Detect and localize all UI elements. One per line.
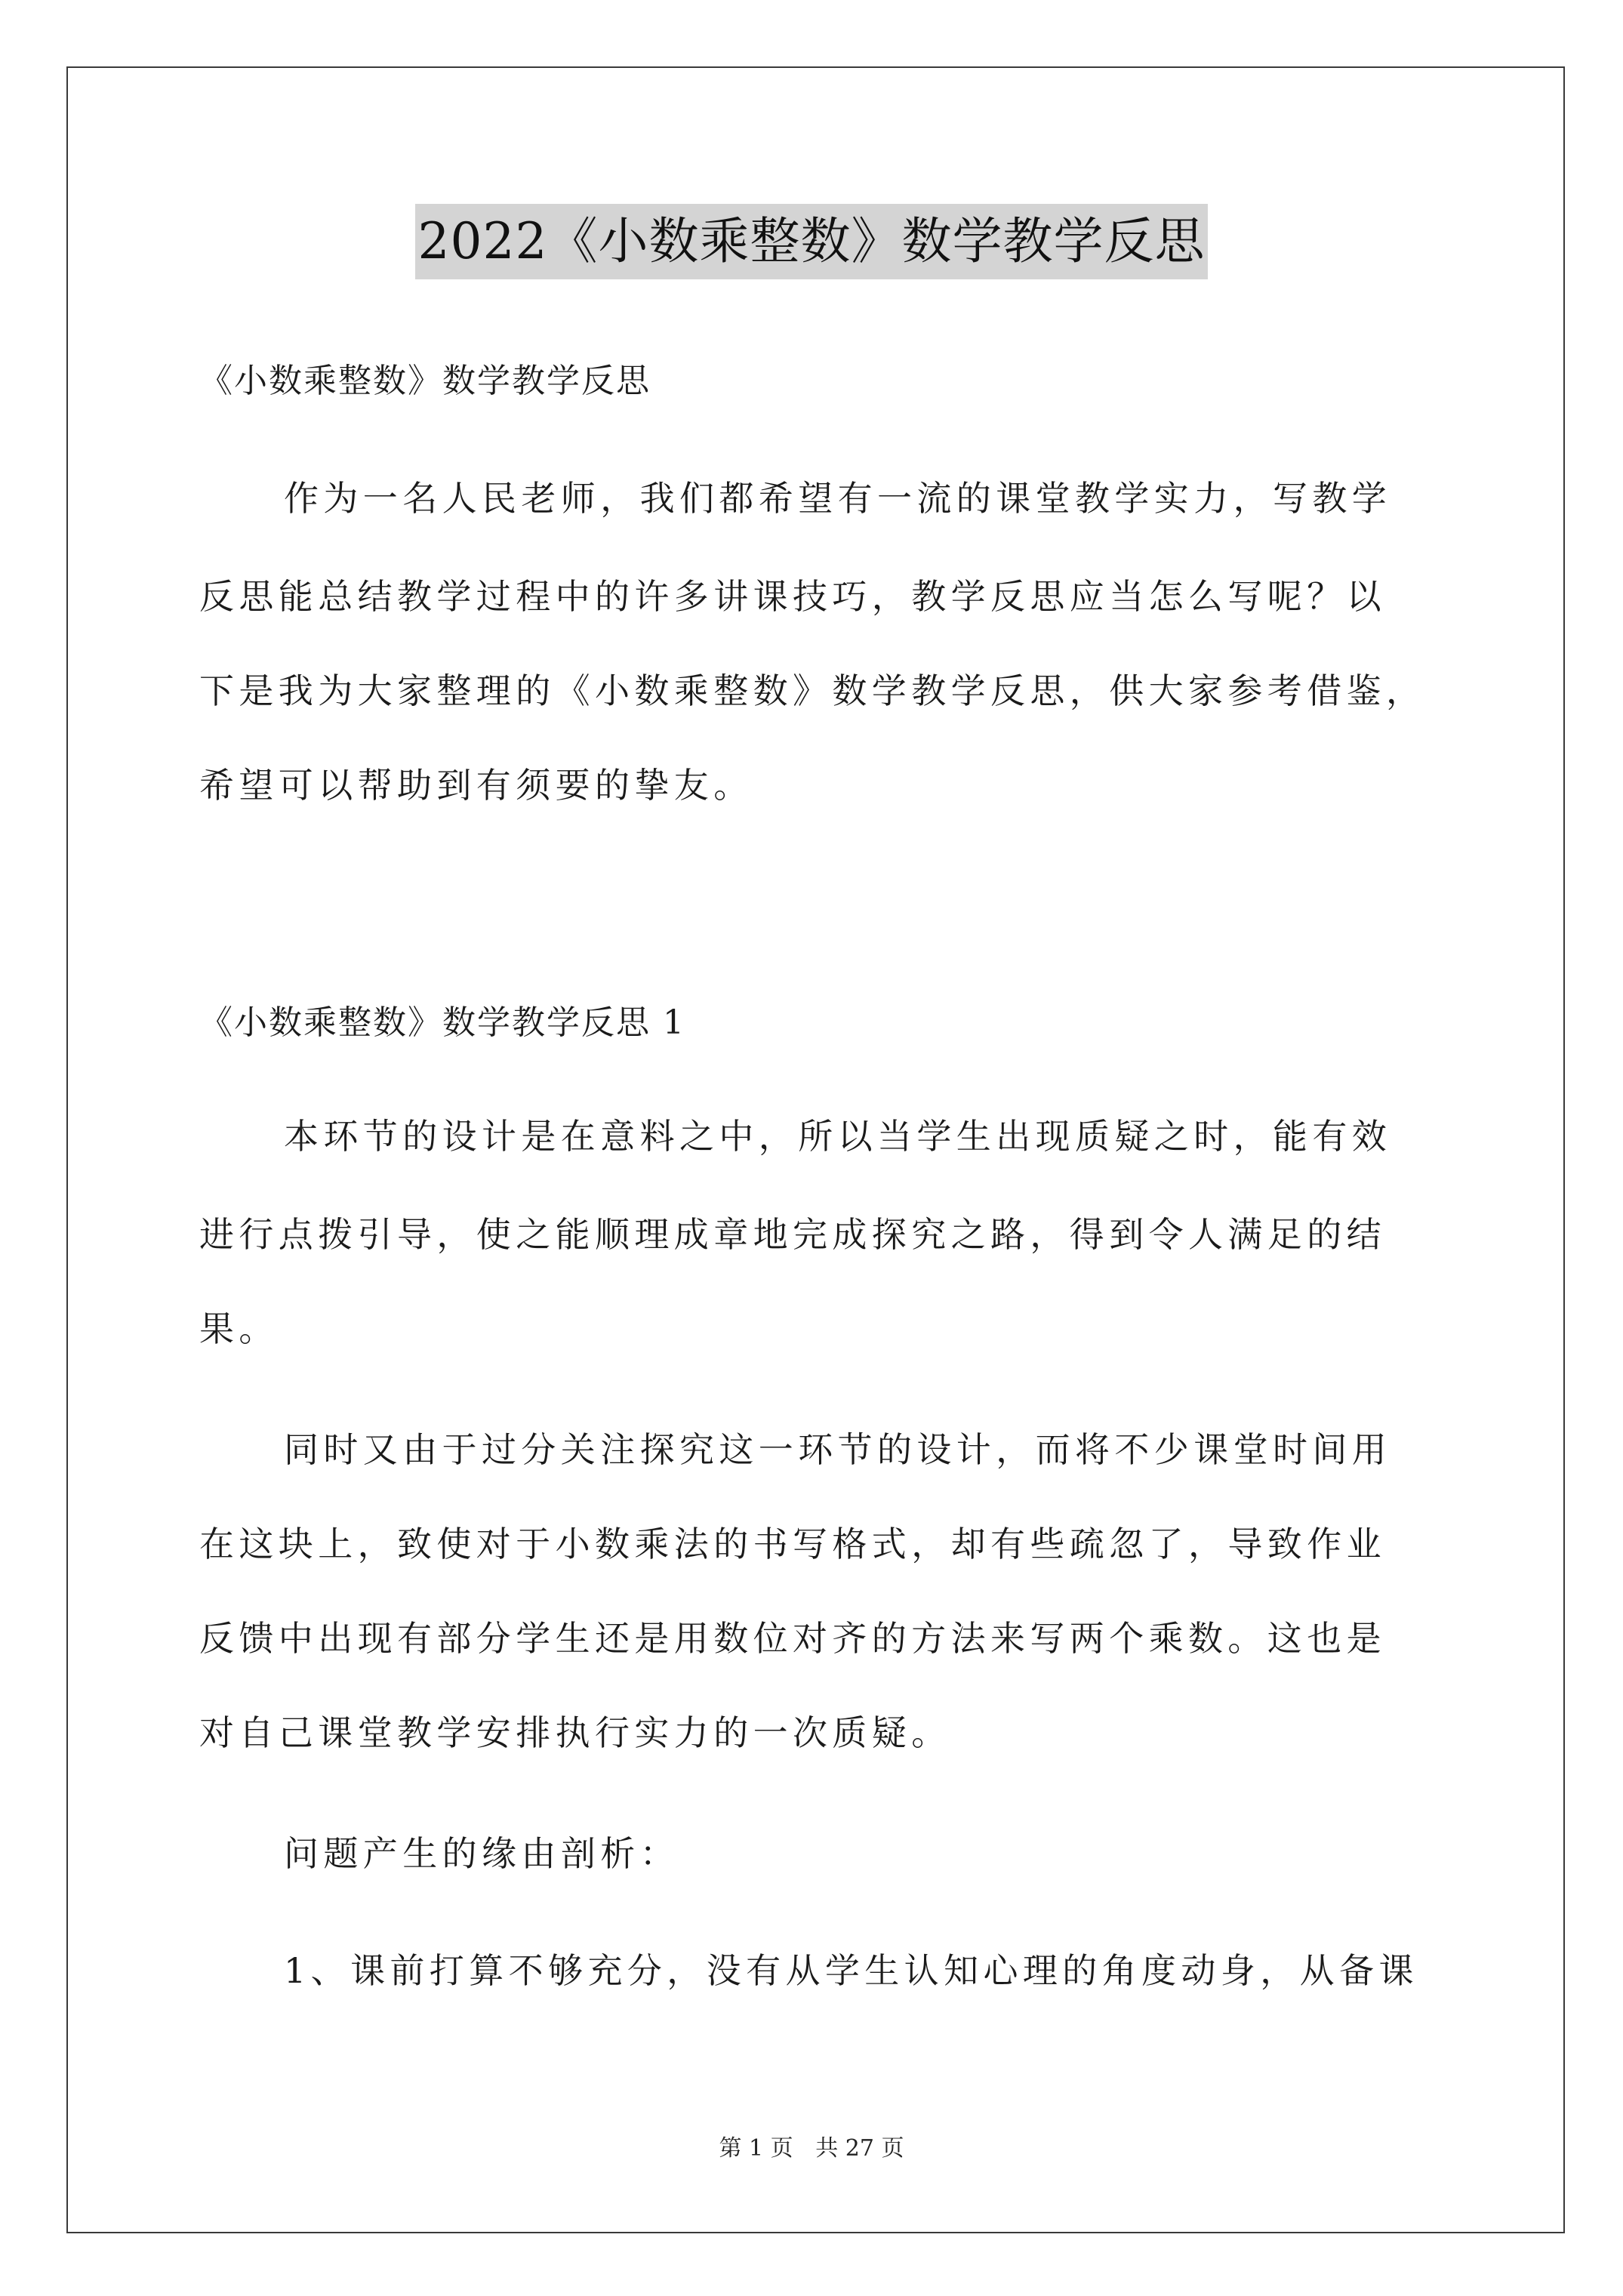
main-heading: 《小数乘整数》数学教学反思 bbox=[199, 362, 651, 400]
intro-line: 反思能总结教学过程中的许多讲课技巧，教学反思应当怎么写呢？以 bbox=[199, 576, 1386, 617]
paragraph-line: 果。 bbox=[199, 1308, 279, 1349]
intro-line: 作为一名人民老师，我们都希望有一流的课堂教学实力，写教学 bbox=[284, 478, 1392, 519]
section-heading: 《小数乘整数》数学教学反思 1 bbox=[199, 1003, 685, 1042]
page-footer bbox=[0, 2134, 1623, 2164]
paragraph-line: 进行点拨引导，使之能顺理成章地完成探究之路，得到令人满足的结 bbox=[199, 1214, 1386, 1255]
title-container bbox=[0, 204, 1623, 279]
intro-line: 下是我为大家整理的《小数乘整数》数学教学反思，供大家参考借鉴， bbox=[199, 670, 1426, 711]
paragraph-line: 本环节的设计是在意料之中，所以当学生出现质疑之时，能有效 bbox=[284, 1116, 1392, 1157]
paragraph-line: 对自己课堂教学安排执行实力的一次质疑。 bbox=[199, 1712, 951, 1753]
paragraph-line: 同时又由于过分关注探究这一环节的设计，而将不少课堂时间用 bbox=[284, 1429, 1392, 1470]
document-title: 2022《小数乘整数》数学教学反思 bbox=[415, 204, 1209, 279]
page-number: 第 1 页 bbox=[719, 2135, 793, 2162]
paragraph-line: 反馈中出现有部分学生还是用数位对齐的方法来写两个乘数。这也是 bbox=[199, 1618, 1386, 1659]
intro-line: 希望可以帮助到有须要的挚友。 bbox=[199, 765, 753, 806]
paragraph-line: 问题产生的缘由剖析： bbox=[284, 1833, 679, 1874]
paragraph-line: 在这块上，致使对于小数乘法的书写格式，却有些疏忽了，导致作业 bbox=[199, 1524, 1386, 1564]
paragraph-line: 1、课前打算不够充分，没有从学生认知心理的角度动身，从备课 bbox=[284, 1950, 1418, 1991]
page-total: 共 27 页 bbox=[815, 2135, 904, 2162]
